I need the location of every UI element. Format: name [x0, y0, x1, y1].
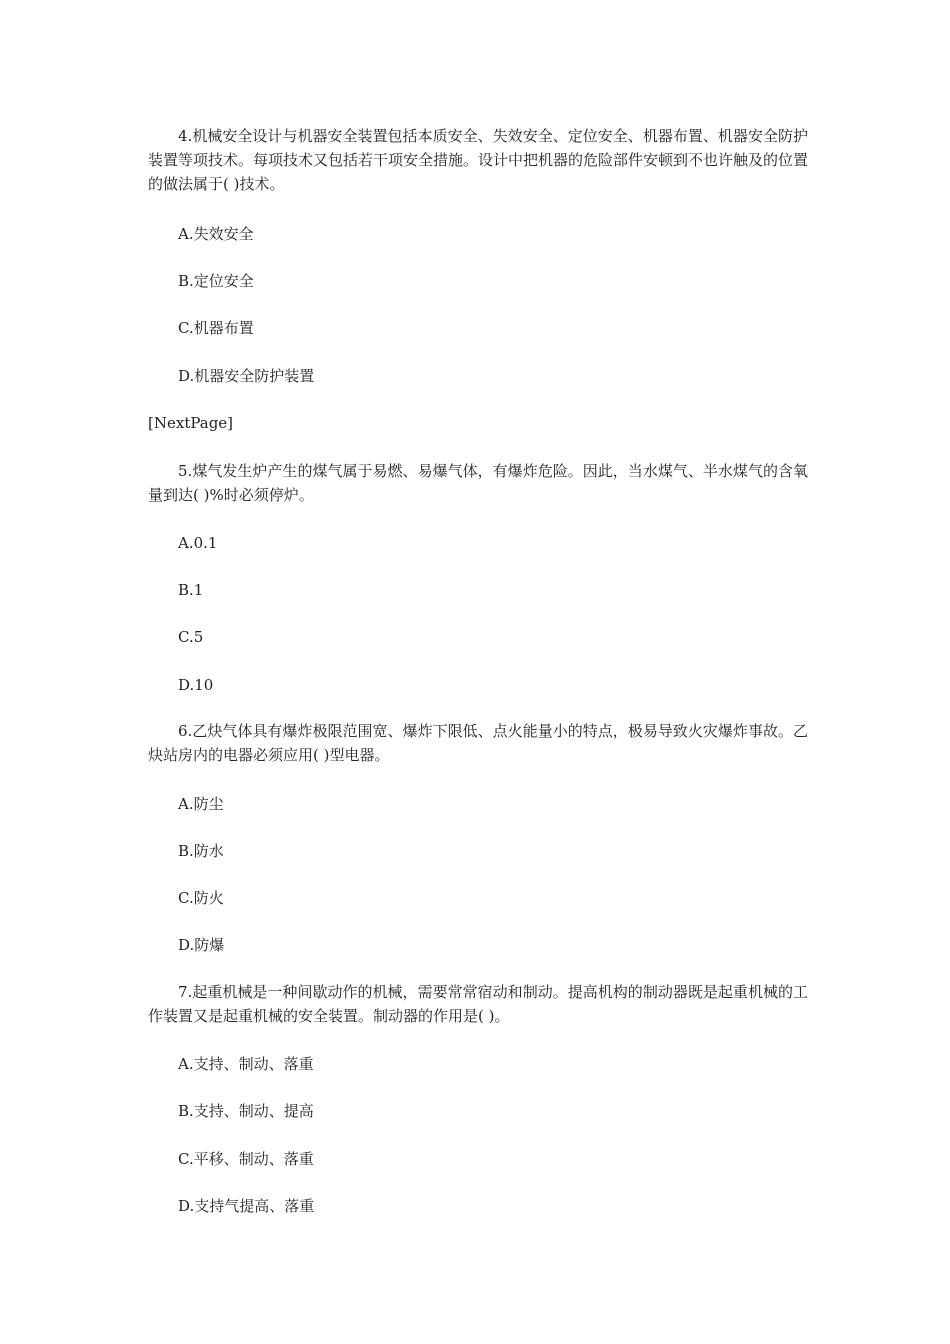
question-4-stem: 4.机械安全设计与机器安全装置包括本质安全、失效安全、定位安全、机器布置、机器安全防护装置等项技术。每项技术又包括若干项安全措施。设计中把机器的危险部件安顿到不也许触及的位置的做法属于( )技术。	[148, 127, 809, 193]
question-7-option-c: C.平移、制动、落重	[178, 1150, 314, 1168]
question-6-option-d: D.防爆	[178, 936, 225, 954]
question-5-option-d: D.10	[178, 676, 214, 694]
question-6-option-a: A.防尘	[178, 795, 224, 813]
question-4-option-b: B.定位安全	[178, 272, 254, 290]
question-7-option-b: B.支持、制动、提高	[178, 1102, 314, 1120]
question-4-option-c: C.机器布置	[178, 319, 254, 337]
question-6-stem: 6.乙炔气体具有爆炸极限范围宽、爆炸下限低、点火能量小的特点，极易导致火灾爆炸事故。乙炔站房内的电器必须应用( )型电器。	[148, 722, 808, 764]
question-5-option-b: B.1	[178, 581, 204, 599]
question-5-stem: 5.煤气发生炉产生的煤气属于易燃、易爆气体，有爆炸危险。因此，当水煤气、半水煤气的含氧量到达( )%时必须停炉。	[148, 462, 808, 504]
next-page-marker: [NextPage]	[148, 414, 234, 432]
question-4-option-d: D.机器安全防护装置	[178, 367, 315, 385]
question-5-option-c: C.5	[178, 628, 204, 646]
question-7-option-a: A.支持、制动、落重	[178, 1055, 314, 1073]
question-5-option-a: A.0.1	[178, 534, 218, 552]
question-7-stem: 7.起重机械是一种间歇动作的机械，需要常常宿动和制动。提高机构的制动器既是起重机械的工作装置又是起重机械的安全装置。制动器的作用是( )。	[148, 983, 808, 1025]
question-6-option-c: C.防火	[178, 889, 224, 907]
question-7-option-d: D.支持气提高、落重	[178, 1197, 315, 1215]
question-6-option-b: B.防水	[178, 842, 224, 860]
question-4-option-a: A.失效安全	[178, 225, 254, 243]
